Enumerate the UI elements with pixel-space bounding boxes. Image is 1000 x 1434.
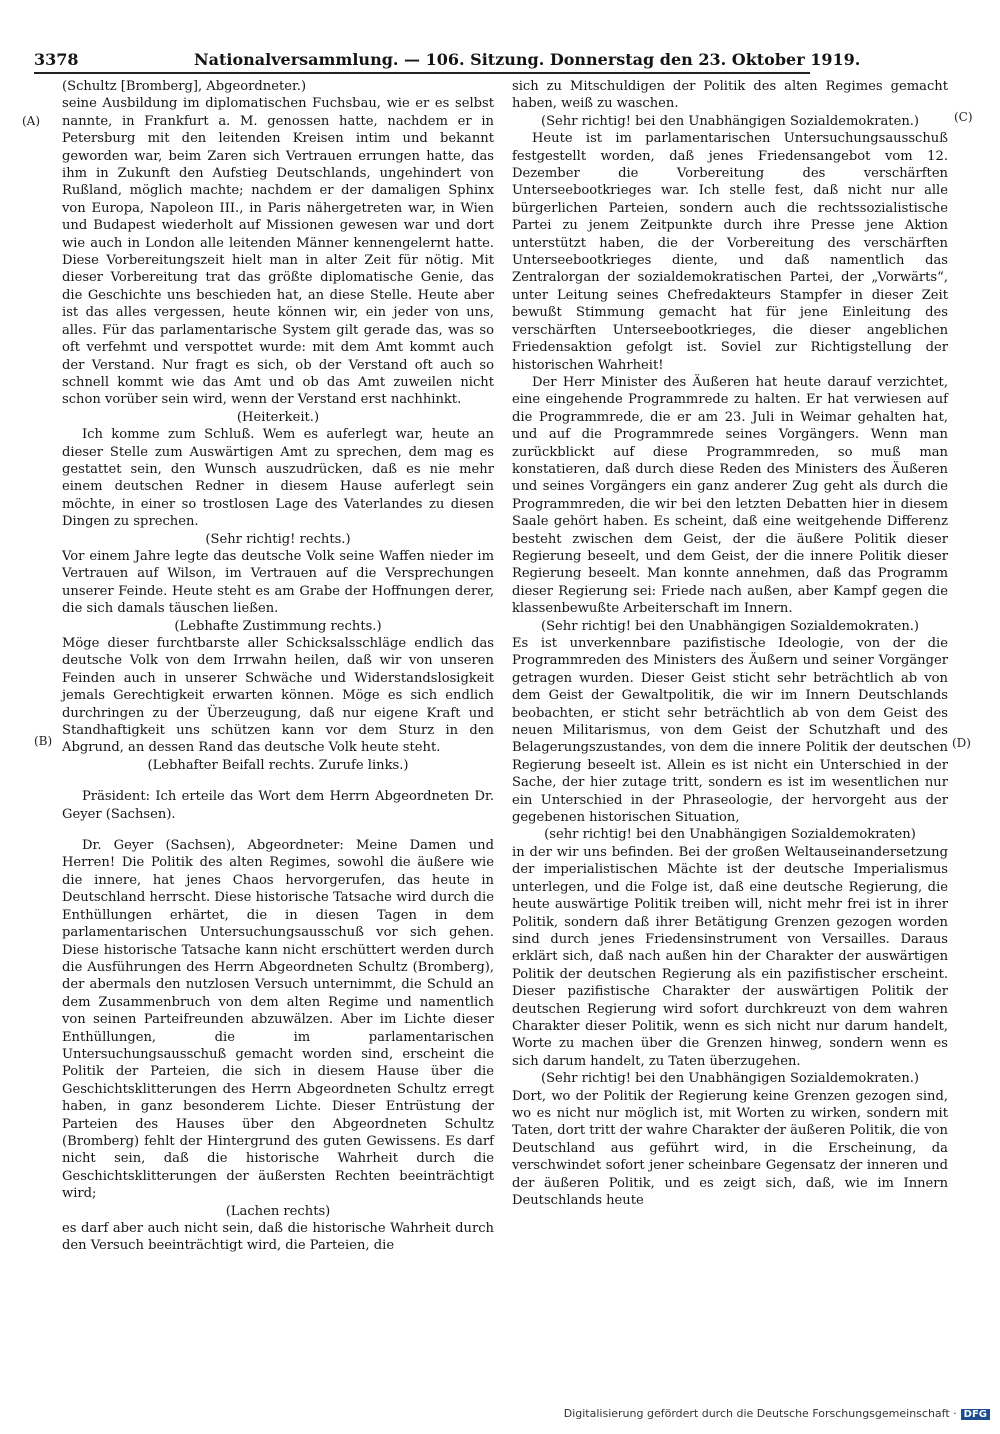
digitization-credit (564, 1407, 990, 1420)
paragraph: Vor einem Jahre legte das deutsche Volk seine Waffen nieder im Vertrauen auf Wilson, im Vertrauen auf die Versprechungen unserer Feinde. Heute steht es am Grabe der Hoffnungen derer, die sich damals täuschen ließen. (62, 548, 494, 617)
speaker-tag: (Schultz [Bromberg], Abgeordneter.) (62, 79, 307, 94)
dfg-logo: DFG (961, 1409, 990, 1420)
paragraph: es darf aber auch nicht sein, daß die historische Wahrheit durch den Versuch beeinträchtigt wird, die Parteien, die (62, 1221, 494, 1254)
credit-text: Digitalisierung gefördert durch die Deutsche Forschungsgemeinschaft · (563, 1407, 957, 1420)
margin-mark-d: (D) (952, 736, 971, 750)
interjection: (Sehr richtig! rechts.) (205, 531, 351, 547)
running-header (34, 48, 861, 74)
paragraph: sich zu Mitschuldigen der Politik des alten Regimes gemacht haben, weiß zu waschen. (512, 79, 948, 112)
interjection: (sehr richtig! bei den Unabhängigen Sozialdemokraten) (544, 827, 916, 843)
interjection: (Sehr richtig! bei den Unabhängigen Sozialdemokraten.) (540, 113, 920, 129)
paragraph: seine Ausbildung im diplomatischen Fuchsbau, wie er es selbst nannte, in Frankfurt a. M. genossen hatte, nachdem er in Petersburg mit den leitenden Kreisen intim und bekannt geworden war, beim Zaren sich Vertrauen errungen hatte, das ihm in Zukunft den Aufstieg Deutschlands, ungehindert von Rußland, möglich machte; nachdem er der damaligen Sphinx von Europa, Napoleon III., in Paris nähergetreten war, in Wien und Budapest wiederholt auf Missionen gewesen war und dort wie auch in London alle leitenden Männer kennengelernt hatte. Diese Vorbereitungszeit hielt man in alter Zeit für nötig. Mit dieser Vorbereitung trat das größte diplomatische Genie, das die Geschichte uns beschieden hat, an diese Stelle. Heute aber ist das alles vergessen, heute können wir, ein jeder von uns, alles. Für das parlamentarische System gilt gerade das, was so oft verfehmt und verspottet wurde: mit dem Amt kommt auch der Verstand. Nur fragt es sich, ob der Verstand oft auch so schnell kommt wie das Amt und ob das Amt zuweilen nicht schon vorüber sein wird, wenn der Verstand erst nachhinkt. (62, 96, 494, 408)
paragraph: Ich komme zum Schluß. Wem es auferlegt war, heute an dieser Stelle zum Auswärtigen Amt zu sprechen, dem mag es gestattet sein, den Wunsch auszudrücken, daß es nie mehr einem deutschen Redner in diesem Hause auferlegt sein möchte, in einer so trostlosen Lage des Vaterlandes zu diesen Dingen zu sprechen. (62, 427, 494, 530)
interjection: (Lebhafter Beifall rechts. Zurufe links.) (147, 757, 409, 773)
interjection: (Lachen rechts) (225, 1203, 331, 1219)
interjection: (Sehr richtig! bei den Unabhängigen Sozialdemokraten.) (540, 618, 920, 634)
margin-mark-b: (B) (34, 734, 53, 748)
left-column (62, 78, 494, 1255)
header-title: Nationalversammlung. — 106. Sitzung. Donnerstag den 23. Oktober 1919. (194, 50, 861, 69)
paragraph: Dr. Geyer (Sachsen), Abgeordneter: Meine Damen und Herren! Die Politik des alten Regimes, sowohl die äußere wie die innere, hat jenes Chaos hervorgerufen, das heute in Deutschland herrscht. Diese historische Tatsache wird durch die Enthüllungen erhärtet, die in diesen Tagen in dem parlamentarischen Untersuchungsausschuß vor sich gehen. Diese historische Tatsache kann nicht erschüttert werden durch die Ausführungen des Herrn Abgeordneten Schultz (Bromberg), der abermals den nutzlosen Versuch unternimmt, die Schuld an dem Zusammenbruch von dem alten Regime und namentlich von seinen Parteifreunden abzuwälzen. Aber im Lichte dieser Enthüllungen, die im parlamentarischen Untersuchungsausschuß gemacht worden sind, erscheint die Politik der Parteien, die sich in diesem Hause über die Geschichtsklitterungen des Herrn Abgeordneten Schultz erregt haben, in ganz besonderem Lichte. Dieser Entrüstung der Parteien des Hauses über den Abgeordneten Schultz (Bromberg) fehlt der Hintergrund des guten Gewissens. Es darf nicht sein, daß die historische Wahrheit durch die Geschichtsklitterungen der äußersten Rechten beeinträchtigt wird; (62, 838, 494, 1202)
margin-mark-c: (C) (954, 110, 973, 124)
paragraph: Möge dieser furchtbarste aller Schicksalsschläge endlich das deutsche Volk von dem Irrwahn heilen, daß wir von unseren Feinden auch in unserer Schwäche und Widerstandslosigkeit jemals Gerechtigkeit erwarten können. Möge es sich endlich durchringen zu der Überzeugung, daß nur eigene Kraft und Standhaftigkeit uns schützen kann vor dem Sturz in den Abgrund, an dessen Rand das deutsche Volk heute steht. (62, 636, 494, 756)
paragraph: in der wir uns befinden. Bei der großen Weltauseinandersetzung der imperialistischen Mächte ist der deutsche Imperialismus unterlegen, und die Folge ist, daß eine deutsche Regierung, die heute auswärtige Politik treiben will, nicht mehr frei ist in ihrer Politik, sondern daß ihrer Betätigung Grenzen gezogen worden sind durch jenes Friedensinstrument von Versailles. Daraus erklärt sich, daß nach außen hin der Charakter der auswärtigen Politik der deutschen Regierung als ein pazifistischer erscheint. Dieser pazifistische Charakter der auswärtigen Politik der deutschen Regierung wird sofort durchkreuzt von dem wahren Charakter dieser Politik, wenn es sich nicht nur darum handelt, Worte zu machen über die Grenzen hinweg, sondern wenn es sich darum handelt, zu Taten überzugehen. (512, 844, 948, 1069)
president-statement: Präsident: Ich erteile das Wort dem Herrn Abgeordneten Dr. Geyer (Sachsen). (62, 789, 494, 822)
paragraph: Heute ist im parlamentarischen Untersuchungsausschuß festgestellt worden, daß jenes Friedensangebot vom 12. Dezember die Vorbereitung des verschärften Unterseebootkrieges war. Ich stelle fest, daß nicht nur alle bürgerlichen Parteien, sondern auch die rechtssozialistische Partei zu jenem Zeitpunkte durch ihre Presse jene Aktion unterstützt haben, die der Vorbereitung des verschärften Unterseebootkrieges diente, und daß namentlich das Zentralorgan der sozialdemokratischen Partei, der „Vorwärts“, unter Leitung seines Chefredakteurs Stampfer in dieser Zeit bewußt Stimmung gemacht hat für jene Einleitung des verschärften Unterseebootkrieges, die dieser angeblichen Friedensaktion gefolgt ist. Soviel zur Richtigstellung der historischen Wahrheit! (512, 131, 948, 373)
paragraph: Dort, wo der Politik der Regierung keine Grenzen gezogen sind, wo es nicht nur möglich ist, mit Worten zu wirken, sondern mit Taten, dort tritt der wahre Charakter der äußeren Politik, die von Deutschland aus geführt wird, in die Erscheinung, da verschwindet sofort jener scheinbare Gegensatz der inneren und der äußeren Politik, und es zeigt sich, daß, wie im Innern Deutschlands heute (512, 1088, 948, 1208)
paragraph: Der Herr Minister des Äußeren hat heute darauf verzichtet, eine eingehende Programmrede zu halten. Er hat verwiesen auf die Programmrede, die er am 23. Juli in Weimar gehalten hat, und auf die Programmrede seines Vorgängers. Wenn man zurückblickt auf diese Programmreden, so muß man konstatieren, daß durch diese Reden des Ministers des Äußeren und seines Vorgängers ein ganz anderer Zug geht als durch die Programmreden, die wir bei den letzten Debatten hier in diesem Saale gehört haben. Es scheint, daß eine weitgehende Differenz besteht zwischen dem Geist, der die äußere Politik dieser Regierung beseelt, und dem Geist, der die innere Politik dieser Regierung beseelt. Man konnte annehmen, daß das Programm dieser Regierung sei: Friede nach außen, aber Kampf gegen die klassenbewußte Arbeiterschaft im Innern. (512, 374, 948, 617)
paragraph: Es ist unverkennbare pazifistische Ideologie, von der die Programmreden des Ministers des Äußern und seiner Vorgänger getragen wurden. Dieser Geist sticht sehr beträchtlich ab von dem Geist der Gewaltpolitik, die wir im Innern Deutschlands beobachten, er sticht sehr beträchtlich ab von dem Geist des neuen Militarismus, von dem Geist der Schutzhaft und des Belagerungszustandes, von dem die innere Politik der deutschen Regierung beseelt ist. Allein es ist nicht ein Unterschied in der Sache, der hier zutage tritt, sondern es ist im wesentlichen nur ein Unterschied in der Phraseologie, der hervorgeht aus der gegebenen historischen Situation, (512, 636, 948, 826)
interjection: (Heiterkeit.) (236, 409, 320, 425)
page-number: 3378 (34, 50, 79, 69)
interjection: (Sehr richtig! bei den Unabhängigen Sozialdemokraten.) (540, 1071, 920, 1087)
margin-mark-a: (A) (22, 114, 41, 128)
interjection: (Lebhafte Zustimmung rechts.) (174, 618, 382, 634)
right-column (512, 78, 948, 1209)
header-rule (34, 72, 810, 74)
